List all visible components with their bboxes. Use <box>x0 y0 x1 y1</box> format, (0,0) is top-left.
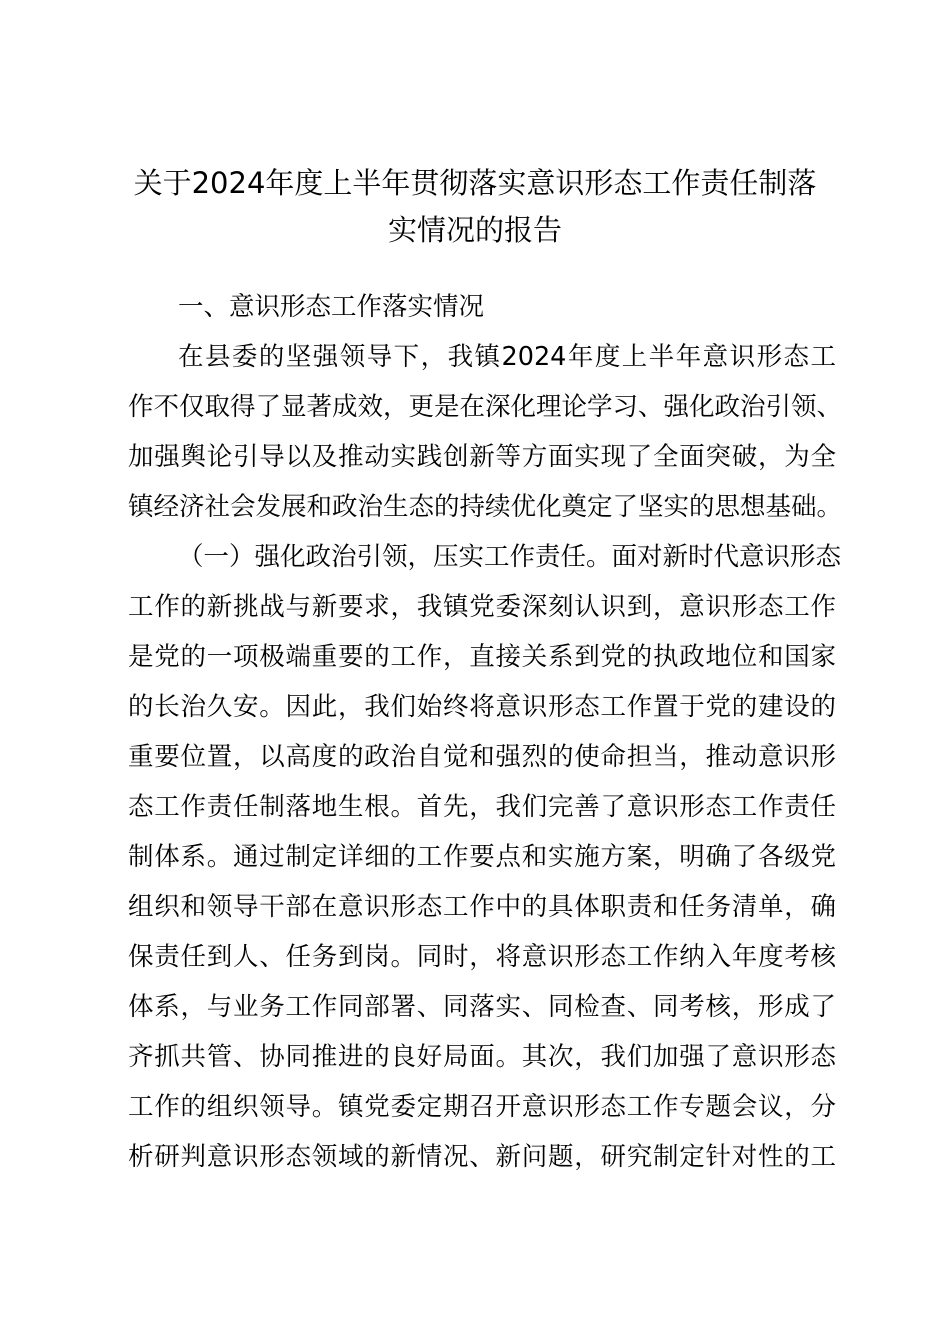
title-line-2: 实情况的报告 <box>387 213 562 247</box>
paragraph-line: 在县委的坚强领导下，我镇2024年度上半年意识形态工 <box>178 342 836 372</box>
paragraph-line: 工作的组织领导。镇党委定期召开意识形态工作专题会议，分 <box>128 1092 836 1122</box>
paragraph-line: 工作的新挑战与新要求，我镇党委深刻认识到，意识形态工作 <box>128 592 836 622</box>
paragraph-line: 是党的一项极端重要的工作，直接关系到党的执政地位和国家 <box>128 642 836 672</box>
document-body <box>128 282 843 1182</box>
paragraph-line: 的长治久安。因此，我们始终将意识形态工作置于党的建设的 <box>128 692 836 722</box>
paragraph-line: 齐抓共管、协同推进的良好局面。其次，我们加强了意识形态 <box>128 1042 836 1072</box>
paragraph-line: 制体系。通过制定详细的工作要点和实施方案，明确了各级党 <box>128 842 836 872</box>
paragraph-line: （一）强化政治引领，压实工作责任。面对新时代意识形态 <box>178 542 842 572</box>
paragraph-line: 体系，与业务工作同部署、同落实、同检查、同考核，形成了 <box>128 992 836 1022</box>
paragraph-line: 重要位置，以高度的政治自觉和强烈的使命担当，推动意识形 <box>128 742 836 772</box>
paragraph-line: 析研判意识形态领域的新情况、新问题，研究制定针对性的工 <box>128 1142 836 1172</box>
paragraph-1 <box>128 332 843 532</box>
paragraph-line: 保责任到人、任务到岗。同时，将意识形态工作纳入年度考核 <box>128 942 836 972</box>
document-title <box>100 160 850 254</box>
paragraph-line: 镇经济社会发展和政治生态的持续优化奠定了坚实的思想基础。 <box>128 492 843 522</box>
title-line-1: 关于2024年度上半年贯彻落实意识形态工作责任制落 <box>133 166 817 200</box>
paragraph-line: 组织和领导干部在意识形态工作中的具体职责和任务清单，确 <box>128 892 836 922</box>
section-heading: 一、意识形态工作落实情况 <box>178 292 485 322</box>
paragraph-line: 加强舆论引导以及推动实践创新等方面实现了全面突破，为全 <box>128 442 836 472</box>
paragraph-2 <box>128 532 842 1182</box>
paragraph-line: 作不仅取得了显著成效，更是在深化理论学习、强化政治引领、 <box>128 392 843 422</box>
paragraph-line: 态工作责任制落地生根。首先，我们完善了意识形态工作责任 <box>128 792 836 822</box>
